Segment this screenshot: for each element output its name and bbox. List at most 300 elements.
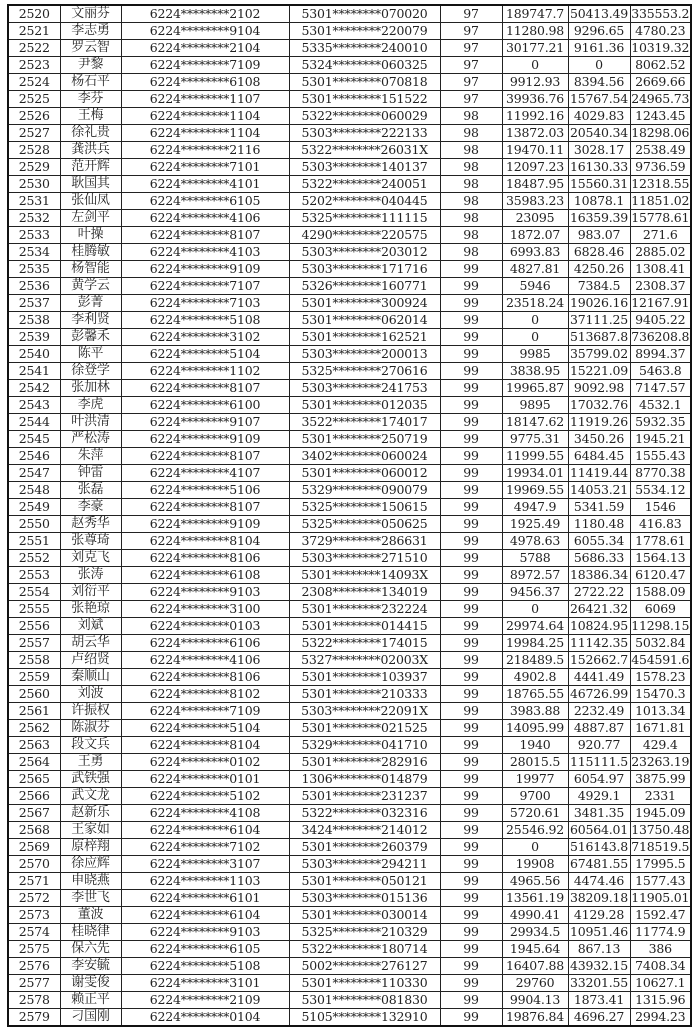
person-name-cell: 左剑平 <box>60 210 121 227</box>
amount-1-cell: 19965.87 <box>502 380 568 397</box>
table-row <box>8 720 691 737</box>
amount-2-cell: 4441.49 <box>568 669 630 686</box>
person-name-cell: 刘斌 <box>60 618 121 635</box>
table-row <box>8 278 691 295</box>
table-row <box>8 23 691 40</box>
amount-3-cell: 718519.5 <box>631 839 690 854</box>
amount-1-cell: 9775.31 <box>502 431 568 448</box>
amount-1-cell: 30177.21 <box>502 40 568 57</box>
score-cell: 99 <box>440 363 502 380</box>
person-name-cell: 黄学云 <box>60 278 121 295</box>
person-name-cell: 赵新乐 <box>60 805 121 822</box>
amount-3-cell: 1945.21 <box>630 431 691 448</box>
id-number-cell: 5301********030014 <box>289 907 440 924</box>
table-body <box>8 5 691 1026</box>
row-number-cell: 2579 <box>8 1009 60 1027</box>
amount-1-cell: 9895 <box>502 397 568 414</box>
amount-2-cell: 10878.1 <box>568 193 630 210</box>
table-row <box>8 737 691 754</box>
score-cell: 98 <box>440 142 502 159</box>
bank-card-number-cell: 6224********8107 <box>121 380 289 397</box>
amount-3-cell: 8770.38 <box>630 465 691 482</box>
row-number-cell: 2553 <box>8 567 60 584</box>
score-cell: 98 <box>440 108 502 125</box>
bank-card-number-cell: 6224********5106 <box>121 482 289 499</box>
amount-3-cell: 8062.52 <box>630 57 691 74</box>
row-number-cell: 2570 <box>8 856 60 873</box>
amount-2-cell: 15767.54 <box>569 91 629 106</box>
row-number-cell: 2547 <box>8 465 60 482</box>
table-row <box>8 227 691 244</box>
score-cell: 99 <box>440 924 502 941</box>
amount-1-cell: 28015.5 <box>502 754 568 771</box>
amount-3-cell: 7408.34 <box>630 958 691 975</box>
score-cell: 99 <box>440 278 502 295</box>
id-number-cell: 2308********134019 <box>289 584 440 601</box>
amount-1-cell: 18147.62 <box>502 414 568 431</box>
amount-3-cell: 1546 <box>630 499 691 516</box>
score-cell: 99 <box>440 414 502 431</box>
id-number-cell: 5301********103937 <box>289 669 440 686</box>
id-number-cell: 3424********214012 <box>289 822 440 839</box>
id-number-cell: 3522********174017 <box>289 414 440 431</box>
bank-card-number-cell: 6224********8104 <box>121 737 289 754</box>
id-number-cell: 5329********090079 <box>289 482 440 499</box>
row-number-cell: 2574 <box>8 924 60 941</box>
amount-1-cell: 9912.93 <box>502 74 568 91</box>
row-number-cell: 2558 <box>8 652 60 669</box>
id-number-cell: 5301********110330 <box>289 975 440 992</box>
amount-3-cell: 12167.91 <box>631 295 690 310</box>
id-number-cell: 5322********032316 <box>289 805 440 822</box>
bank-card-number-cell: 6224********8106 <box>121 669 289 686</box>
amount-2-cell: 0 <box>568 57 630 74</box>
amount-2-cell: 50413.49 <box>569 6 629 21</box>
person-name-cell: 王梅 <box>60 108 121 125</box>
id-number-cell: 5325********210329 <box>289 924 440 941</box>
person-name-cell: 李虎 <box>60 397 121 414</box>
person-name-cell: 张仙凤 <box>60 193 121 210</box>
row-number-cell: 2544 <box>8 414 60 431</box>
score-cell: 99 <box>440 499 502 516</box>
row-number-cell: 2525 <box>8 91 60 108</box>
amount-1-cell: 23095 <box>502 210 568 227</box>
row-number-cell: 2526 <box>8 108 60 125</box>
score-cell: 98 <box>440 210 502 227</box>
row-number-cell: 2555 <box>8 601 60 618</box>
amount-2-cell: 1873.41 <box>568 992 630 1009</box>
table-row <box>8 788 691 805</box>
score-cell: 99 <box>440 601 502 618</box>
table-row <box>8 380 691 397</box>
bank-card-number-cell: 6224********2102 <box>121 5 289 23</box>
id-number-cell: 5301********070020 <box>289 5 440 23</box>
table-row <box>8 958 691 975</box>
row-number-cell: 2567 <box>8 805 60 822</box>
amount-2-cell: 43932.15 <box>569 958 629 973</box>
score-cell: 98 <box>440 193 502 210</box>
amount-2-cell: 6054.97 <box>568 771 630 788</box>
amount-1-cell: 1925.49 <box>502 516 568 533</box>
id-number-cell: 5322********180714 <box>289 941 440 958</box>
score-cell: 99 <box>440 992 502 1009</box>
row-number-cell: 2520 <box>8 5 60 23</box>
amount-3-cell: 9736.59 <box>630 159 691 176</box>
bank-card-number-cell: 6224********9103 <box>121 924 289 941</box>
row-number-cell: 2578 <box>8 992 60 1009</box>
row-number-cell: 2559 <box>8 669 60 686</box>
table-row <box>8 618 691 635</box>
person-name-cell: 张磊 <box>60 482 121 499</box>
bank-card-number-cell: 6224********8104 <box>121 533 289 550</box>
table-row <box>8 159 691 176</box>
bank-card-number-cell: 6224********3101 <box>121 975 289 992</box>
amount-2-cell: 4029.83 <box>568 108 630 125</box>
amount-3-cell: 9405.22 <box>630 312 691 329</box>
row-number-cell: 2575 <box>8 941 60 958</box>
amount-3-cell: 5932.35 <box>630 414 691 431</box>
amount-2-cell: 67481.55 <box>569 856 629 871</box>
score-cell: 99 <box>440 686 502 703</box>
table-row <box>8 533 691 550</box>
amount-3-cell: 271.6 <box>630 227 691 244</box>
table-row <box>8 176 691 193</box>
person-name-cell: 杨智能 <box>60 261 121 278</box>
id-number-cell: 5322********240051 <box>289 176 440 193</box>
amount-3-cell: 2885.02 <box>630 244 691 261</box>
amount-2-cell: 37111.25 <box>569 312 629 327</box>
amount-2-cell: 18386.34 <box>569 567 629 582</box>
bank-card-number-cell: 6224********6104 <box>121 822 289 839</box>
amount-3-cell: 23263.19 <box>631 754 690 769</box>
amount-1-cell: 9985 <box>502 346 568 363</box>
table-row <box>8 1009 691 1027</box>
amount-2-cell: 513687.8 <box>569 329 629 344</box>
row-number-cell: 2524 <box>8 74 60 91</box>
person-name-cell: 李世飞 <box>60 890 121 907</box>
table-row <box>8 108 691 125</box>
row-number-cell: 2573 <box>8 907 60 924</box>
score-cell: 99 <box>440 822 502 839</box>
id-number-cell: 5303********015136 <box>289 890 440 907</box>
id-number-cell: 5301********050121 <box>289 873 440 890</box>
amount-2-cell: 2232.49 <box>568 703 630 720</box>
bank-card-number-cell: 6224********9109 <box>121 516 289 533</box>
amount-1-cell: 0 <box>502 601 568 618</box>
amount-3-cell: 2669.66 <box>630 74 691 91</box>
amount-2-cell: 5686.33 <box>568 550 630 567</box>
score-cell: 99 <box>440 1009 502 1027</box>
amount-1-cell: 9456.37 <box>502 584 568 601</box>
bank-card-number-cell: 6224********7109 <box>121 57 289 74</box>
table-row <box>8 448 691 465</box>
person-name-cell: 王勇 <box>60 754 121 771</box>
score-cell: 99 <box>440 346 502 363</box>
bank-card-number-cell: 6224********6105 <box>121 193 289 210</box>
table-row <box>8 142 691 159</box>
score-cell: 99 <box>440 975 502 992</box>
bank-card-number-cell: 6224********1104 <box>121 125 289 142</box>
amount-2-cell: 11919.26 <box>569 414 629 429</box>
bank-card-number-cell: 6224********6106 <box>121 635 289 652</box>
row-number-cell: 2576 <box>8 958 60 975</box>
table-row <box>8 312 691 329</box>
table-row <box>8 329 691 346</box>
bank-card-number-cell: 6224********0103 <box>121 618 289 635</box>
id-number-cell: 5324********060325 <box>289 57 440 74</box>
id-number-cell: 5303********203012 <box>289 244 440 261</box>
row-number-cell: 2556 <box>8 618 60 635</box>
bank-card-number-cell: 6224********5102 <box>121 788 289 805</box>
bank-card-number-cell: 6224********4106 <box>121 210 289 227</box>
amount-3-cell: 6120.47 <box>630 567 691 584</box>
amount-3-cell: 386 <box>630 941 691 958</box>
amount-2-cell: 115111.5 <box>569 754 629 769</box>
score-cell: 99 <box>440 312 502 329</box>
amount-2-cell: 920.77 <box>568 737 630 754</box>
id-number-cell: 5325********050625 <box>289 516 440 533</box>
row-number-cell: 2552 <box>8 550 60 567</box>
person-name-cell: 原梓翔 <box>60 839 121 856</box>
amount-1-cell: 3838.95 <box>502 363 568 380</box>
amount-3-cell: 4780.23 <box>630 23 691 40</box>
row-number-cell: 2571 <box>8 873 60 890</box>
table-row <box>8 890 691 907</box>
table-row <box>8 873 691 890</box>
bank-card-number-cell: 6224********7109 <box>121 703 289 720</box>
score-cell: 97 <box>440 57 502 74</box>
table-row <box>8 244 691 261</box>
table-row <box>8 210 691 227</box>
amount-2-cell: 46726.99 <box>569 686 629 701</box>
table-row <box>8 771 691 788</box>
bank-card-number-cell: 6224********7103 <box>121 295 289 312</box>
amount-3-cell: 1671.81 <box>630 720 691 737</box>
table-row <box>8 295 691 312</box>
amount-2-cell: 3028.17 <box>568 142 630 159</box>
amount-3-cell: 1778.61 <box>630 533 691 550</box>
score-cell: 99 <box>440 958 502 975</box>
amount-1-cell: 11999.55 <box>502 448 568 465</box>
amount-2-cell: 152662.7 <box>569 652 629 667</box>
amount-3-cell: 11851.02 <box>631 193 690 208</box>
score-cell: 99 <box>440 448 502 465</box>
id-number-cell: 5301********300924 <box>289 295 440 312</box>
person-name-cell: 钟雷 <box>60 465 121 482</box>
bank-card-number-cell: 6224********5108 <box>121 958 289 975</box>
row-number-cell: 2543 <box>8 397 60 414</box>
score-cell: 99 <box>440 533 502 550</box>
amount-3-cell: 11298.15 <box>631 618 690 633</box>
amount-2-cell: 19026.16 <box>569 295 629 310</box>
id-number-cell: 5303********171716 <box>289 261 440 278</box>
row-number-cell: 2568 <box>8 822 60 839</box>
person-name-cell: 徐礼贵 <box>60 125 121 142</box>
bank-card-number-cell: 6224********7107 <box>121 278 289 295</box>
amount-3-cell: 1577.43 <box>630 873 691 890</box>
amount-1-cell: 4990.41 <box>502 907 568 924</box>
score-cell: 99 <box>440 737 502 754</box>
id-number-cell: 5002********276127 <box>289 958 440 975</box>
id-number-cell: 5301********162521 <box>289 329 440 346</box>
person-name-cell: 赖正平 <box>60 992 121 1009</box>
id-number-cell: 5301********282916 <box>289 754 440 771</box>
row-number-cell: 2537 <box>8 295 60 312</box>
amount-2-cell: 3450.26 <box>568 431 630 448</box>
amount-1-cell: 0 <box>502 312 568 329</box>
table-row <box>8 822 691 839</box>
table-row <box>8 516 691 533</box>
bank-card-number-cell: 6224********2104 <box>121 40 289 57</box>
row-number-cell: 2563 <box>8 737 60 754</box>
table-row <box>8 91 691 108</box>
amount-3-cell: 2308.37 <box>630 278 691 295</box>
id-number-cell: 5301********060012 <box>289 465 440 482</box>
amount-1-cell: 0 <box>502 329 568 346</box>
person-name-cell: 龚洪兵 <box>60 142 121 159</box>
amount-1-cell: 3983.88 <box>502 703 568 720</box>
table-row <box>8 482 691 499</box>
bank-card-number-cell: 6224********6104 <box>121 907 289 924</box>
amount-2-cell: 983.07 <box>568 227 630 244</box>
amount-1-cell: 35983.23 <box>502 193 568 210</box>
score-cell: 98 <box>440 227 502 244</box>
amount-2-cell: 14053.21 <box>569 482 629 497</box>
score-cell: 99 <box>440 771 502 788</box>
bank-card-number-cell: 6224********4106 <box>121 652 289 669</box>
score-cell: 97 <box>440 5 502 23</box>
id-number-cell: 3729********286631 <box>289 533 440 550</box>
amount-2-cell: 38209.18 <box>569 890 629 905</box>
score-cell: 99 <box>440 839 502 856</box>
table-row <box>8 74 691 91</box>
amount-2-cell: 1180.48 <box>568 516 630 533</box>
amount-1-cell: 218489.5 <box>502 652 568 669</box>
table-row <box>8 584 691 601</box>
amount-3-cell: 2994.23 <box>630 1009 691 1027</box>
score-cell: 99 <box>440 465 502 482</box>
bank-card-number-cell: 6224********7102 <box>121 839 289 856</box>
person-name-cell: 范开辉 <box>60 159 121 176</box>
amount-2-cell: 20540.34 <box>569 125 629 140</box>
bank-card-number-cell: 6224********5108 <box>121 312 289 329</box>
person-name-cell: 武文龙 <box>60 788 121 805</box>
score-cell: 99 <box>440 329 502 346</box>
person-name-cell: 罗云智 <box>60 40 121 57</box>
amount-2-cell: 9296.65 <box>568 23 630 40</box>
row-number-cell: 2532 <box>8 210 60 227</box>
person-name-cell: 陈平 <box>60 346 121 363</box>
table-row <box>8 567 691 584</box>
amount-3-cell: 15778.61 <box>631 210 690 225</box>
amount-3-cell: 454591.6 <box>631 652 690 667</box>
amount-3-cell: 2331 <box>630 788 691 805</box>
amount-1-cell: 11992.16 <box>502 108 568 125</box>
score-cell: 99 <box>440 397 502 414</box>
table-row <box>8 635 691 652</box>
id-number-cell: 5301********070818 <box>289 74 440 91</box>
row-number-cell: 2548 <box>8 482 60 499</box>
id-number-cell: 5327********02003X <box>289 652 440 669</box>
score-cell: 99 <box>440 703 502 720</box>
score-cell: 99 <box>440 754 502 771</box>
person-name-cell: 陈淑芬 <box>60 720 121 737</box>
row-number-cell: 2551 <box>8 533 60 550</box>
row-number-cell: 2534 <box>8 244 60 261</box>
person-name-cell: 刁国刚 <box>60 1009 121 1027</box>
row-number-cell: 2530 <box>8 176 60 193</box>
bank-card-number-cell: 6224********9107 <box>121 414 289 431</box>
person-name-cell: 李安毓 <box>60 958 121 975</box>
bank-card-number-cell: 6224********8107 <box>121 227 289 244</box>
amount-1-cell: 29974.64 <box>502 618 568 635</box>
amount-3-cell: 335553.2 <box>631 6 690 21</box>
score-cell: 99 <box>440 550 502 567</box>
amount-1-cell: 19969.55 <box>502 482 568 499</box>
amount-1-cell: 12097.23 <box>502 159 568 176</box>
amount-1-cell: 1940 <box>502 737 568 754</box>
amount-2-cell: 17032.76 <box>569 397 629 412</box>
table-row <box>8 465 691 482</box>
amount-1-cell: 19934.01 <box>502 465 568 482</box>
score-cell: 99 <box>440 805 502 822</box>
row-number-cell: 2533 <box>8 227 60 244</box>
person-name-cell: 徐登学 <box>60 363 121 380</box>
amount-1-cell: 8972.57 <box>502 567 568 584</box>
person-name-cell: 桂晓律 <box>60 924 121 941</box>
amount-1-cell: 29934.5 <box>502 924 568 941</box>
id-number-cell: 5325********150615 <box>289 499 440 516</box>
bank-card-number-cell: 6224********9109 <box>121 261 289 278</box>
amount-1-cell: 189747.7 <box>502 5 568 23</box>
person-name-cell: 谢雯俊 <box>60 975 121 992</box>
amount-1-cell: 18487.95 <box>502 176 568 193</box>
person-name-cell: 赵秀华 <box>60 516 121 533</box>
amount-1-cell: 13872.03 <box>502 125 568 142</box>
score-cell: 99 <box>440 380 502 397</box>
bank-card-number-cell: 6224********6108 <box>121 74 289 91</box>
bank-card-number-cell: 6224********8106 <box>121 550 289 567</box>
person-name-cell: 张加林 <box>60 380 121 397</box>
row-number-cell: 2561 <box>8 703 60 720</box>
bank-card-number-cell: 6224********1107 <box>121 91 289 108</box>
score-cell: 98 <box>440 125 502 142</box>
row-number-cell: 2554 <box>8 584 60 601</box>
table-row <box>8 856 691 873</box>
amount-3-cell: 1945.09 <box>630 805 691 822</box>
row-number-cell: 2540 <box>8 346 60 363</box>
id-number-cell: 5301********012035 <box>289 397 440 414</box>
amount-3-cell: 24965.73 <box>631 91 690 106</box>
person-name-cell: 杨石平 <box>60 74 121 91</box>
person-name-cell: 申晓燕 <box>60 873 121 890</box>
amount-1-cell: 0 <box>502 839 568 856</box>
amount-3-cell: 1592.47 <box>630 907 691 924</box>
table-row <box>8 414 691 431</box>
score-cell: 99 <box>440 788 502 805</box>
row-number-cell: 2560 <box>8 686 60 703</box>
amount-2-cell: 867.13 <box>568 941 630 958</box>
amount-3-cell: 1555.43 <box>630 448 691 465</box>
amount-3-cell: 1308.41 <box>630 261 691 278</box>
score-cell: 99 <box>440 482 502 499</box>
id-number-cell: 5303********241753 <box>289 380 440 397</box>
id-number-cell: 5322********26031X <box>289 142 440 159</box>
bank-card-number-cell: 6224********0101 <box>121 771 289 788</box>
person-name-cell: 保六先 <box>60 941 121 958</box>
row-number-cell: 2541 <box>8 363 60 380</box>
amount-2-cell: 4474.46 <box>568 873 630 890</box>
